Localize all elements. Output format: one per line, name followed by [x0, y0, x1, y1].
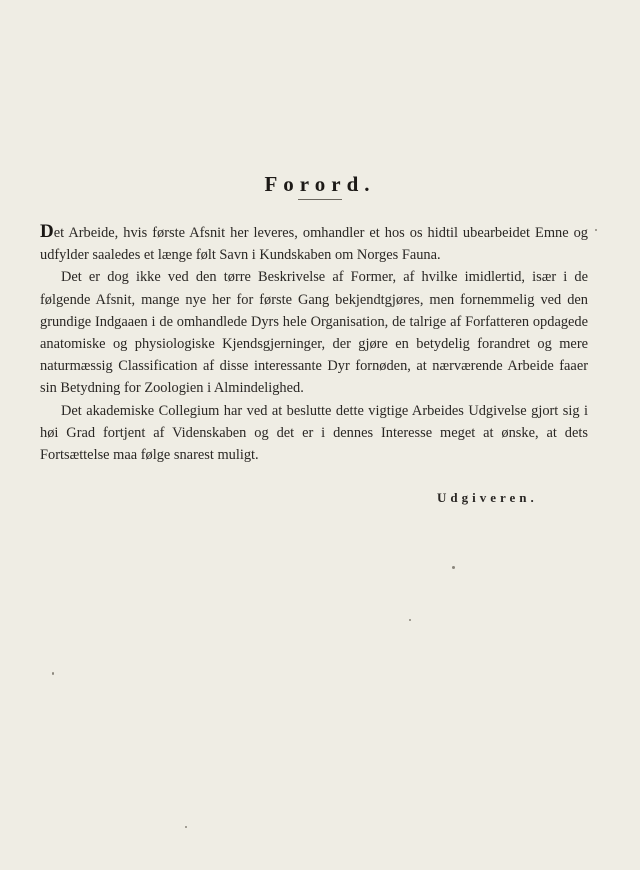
preface-body — [40, 222, 588, 466]
paragraph-1 — [40, 222, 588, 266]
paragraph-1-text: et Arbeide, hvis første Afsnit her leveres, omhandler et hos os hidtil ubearbeidet Emne og udfylder saaledes et længe følt Savn i Kundskaben om Norges Fauna. — [40, 225, 588, 264]
paper-speck — [595, 229, 597, 231]
title-rule — [298, 199, 342, 200]
page-title: Forord. — [264, 172, 376, 196]
paper-speck — [52, 672, 54, 675]
paper-speck — [409, 619, 411, 621]
paper-speck — [452, 566, 455, 569]
signature: Udgiveren. — [437, 490, 538, 505]
paper-speck — [185, 826, 187, 828]
drop-cap: D — [40, 221, 54, 242]
paragraph-3: Det akademiske Collegium har ved at beslutte dette vigtige Arbeides Udgivelse gjort sig i høi Grad fortjent af Videnskaben og det er i dennes Interesse meget at ønske, at dets Fortsættelse maa følge snarest muligt. — [40, 402, 588, 464]
paragraph-2: Det er dog ikke ved den tørre Beskrivelse af Former, af hvilke imidlertid, især i de følgende Afsnit, mange nye her for første Gang bekjendtgjøres, men fornemmelig ved den grundige Indgaaen i de omhandlede Dyrs hele Organisation, de talrige af Forfatteren opdagede anatomiske og physiologiske Kjendsgjerninger, der gjøre en betydelig forandret og mere naturmæssig Classification af disse interessante Dyr fornøden, at nærværende Arbeide faaer sin Betydning for Zoologien i Almindelighed. — [40, 269, 588, 397]
